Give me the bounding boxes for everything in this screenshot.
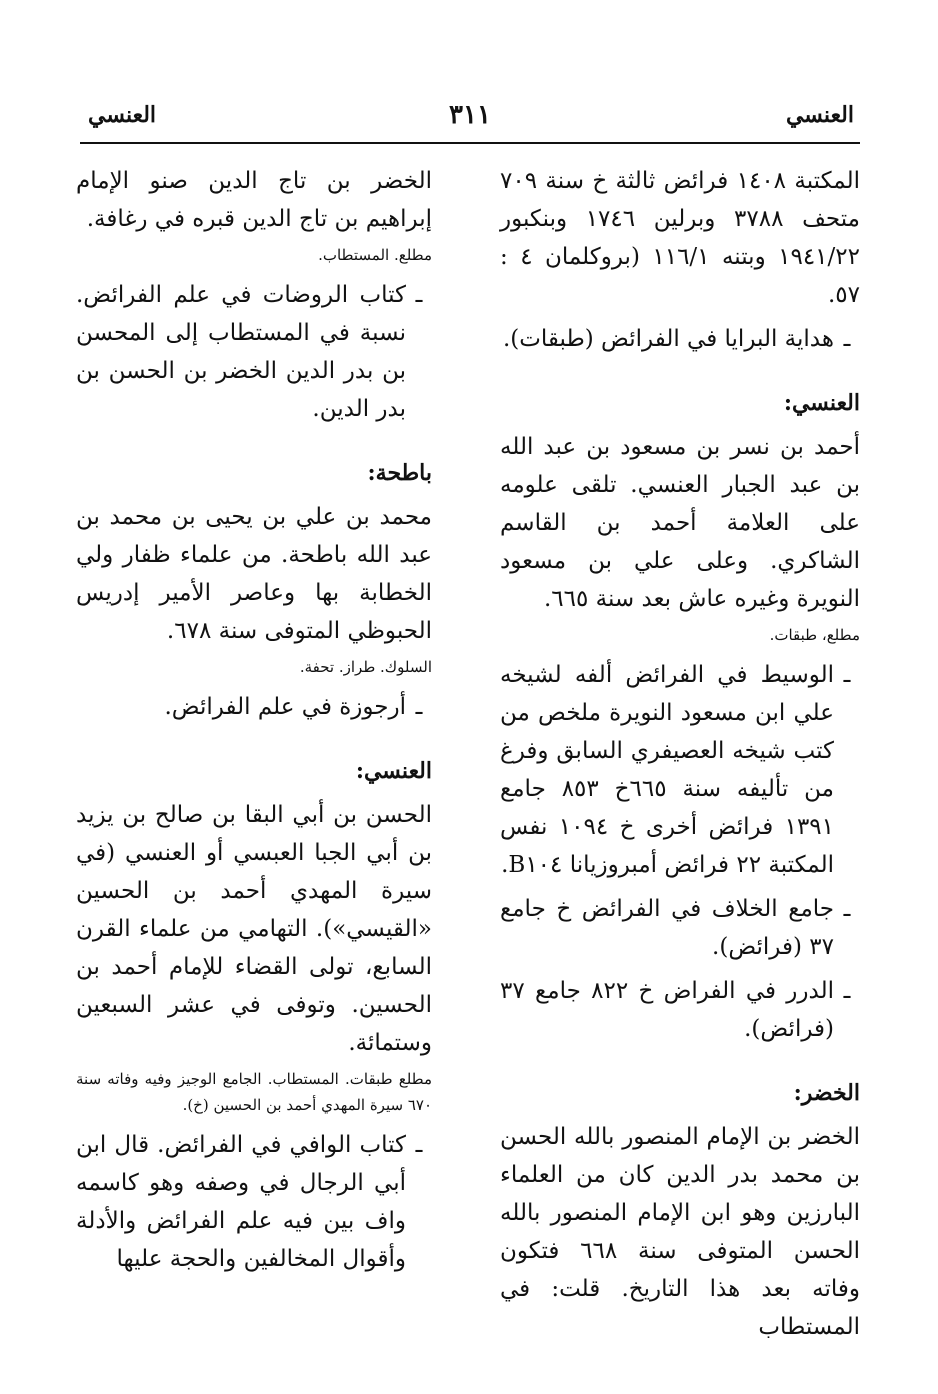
source-note: مطلع طبقات. المستطاب. الجامع الوجيز وفيه وفاته سنة ٦٧٠ سيرة المهدي أحمد بن الحسين (خ). [76, 1070, 432, 1114]
list-item-text: أرجوزة في علم الفرائض. [164, 694, 406, 720]
list-item-text: هداية البرايا في الفرائض (طبقات). [502, 326, 834, 352]
list-item-text: كتاب الوافي في الفرائض. قال ابن أبي الرجال في وصفه وهو كاسمه واف بين فيه علم الفرائض والأدلة وأقوال المخالفين والحجة عليها [76, 1132, 406, 1272]
header-title-left: العنسي [88, 102, 157, 128]
list-marker: ـ [843, 978, 851, 1004]
list-item [76, 688, 432, 726]
section-heading: باطحة: [367, 460, 432, 486]
section-heading: العنسي: [783, 390, 860, 416]
paragraph: الخضر بن تاج الدين صنو الإمام إبراهيم بن تاج الدين قبره في رغافة. [76, 168, 432, 232]
running-header [80, 100, 860, 140]
page-number: ٣١١ [449, 100, 491, 130]
paragraph: أحمد بن نسر بن مسعود بن عبد الله بن عبد الجبار العنسي. تلقى علومه على العلامة أحمد بن القاسم الشاكري. وعلى علي بن مسعود النويرة وغيره عاش بعد سنة ٦٦٥. [500, 434, 860, 612]
list-item [76, 1126, 432, 1278]
list-item [500, 320, 860, 358]
section-heading: الخضر: [793, 1080, 860, 1106]
list-marker: ـ [415, 1132, 423, 1158]
list-marker: ـ [843, 662, 851, 688]
list-marker: ـ [843, 326, 851, 352]
paragraph: الحسن بن أبي البقا بن صالح بن يزيد بن أبي الجبا العبسي أو العنسي (في سيرة المهدي أحمد بن الحسين «القيسي»). التهامي من علماء القرن السابع، تولى القضاء للإمام أحمد بن الحسين. وتوفى في عشر السبعين وستمائة. [76, 802, 432, 1056]
right-column [500, 162, 860, 1346]
list-item-text: الدرر في الفراض خ ٨٢٢ جامع ٣٧ (فرائض). [500, 978, 834, 1042]
list-item-text: الوسيط في الفرائض ألفه لشيخه علي ابن مسعود النويرة ملخص من كتب شيخه العصيفري السابق وفرغ من تأليفه سنة ٦٦٥خ ٨٥٣ جامع ١٣٩١ فرائض أخرى خ ١٠٩٤ نفس المكتبة ٢٢ فرائض أمبروزيانا B١٠٤. [500, 662, 835, 878]
source-note: مطلع. المستطاب. [318, 246, 432, 264]
list-item-text: جامع الخلاف في الفرائض خ جامع ٣٧ (فرائض). [500, 896, 834, 960]
section-heading: العنسي: [355, 758, 432, 784]
list-marker: ـ [415, 694, 423, 720]
paragraph: محمد بن علي بن يحيى بن محمد بن عبد الله باطحة. من علماء ظفار ولي الخطابة بها وعاصر الأمير إدريس الحبوظي المتوفى سنة ٦٧٨. [76, 504, 432, 644]
paragraph: الخضر بن الإمام المنصور بالله الحسن بن محمد بدر الدين كان من العلماء البارزين وهو ابن الإمام المنصور بالله الحسن المتوفى سنة ٦٦٨ فتكون وفاته بعد هذا التاريخ. قلت: في المستطاب [500, 1124, 860, 1340]
header-rule [80, 142, 860, 144]
list-item [500, 972, 860, 1048]
source-note: السلوك. طراز. تحفة. [299, 658, 432, 676]
left-column [76, 162, 432, 1284]
source-note: مطلع، طبقات. [769, 626, 860, 644]
paragraph: المكتبة ١٤٠٨ فرائض ثالثة خ سنة ٧٠٩ متحف ٣٧٨٨ وبرلين ١٧٤٦ وبنكبور ١٩٤١/٢٢ وبتنه ١١٦/١ (بروكلمان ٤ : ٥٧. [500, 168, 861, 308]
list-item [500, 890, 860, 966]
list-item-text: كتاب الروضات في علم الفرائض. نسبة في المستطاب إلى المحسن بن بدر الدين الخضر بن الحسن بن بدر الدين. [76, 282, 406, 422]
list-item [76, 276, 432, 428]
list-marker: ـ [415, 282, 423, 308]
header-title-right: العنسي [785, 102, 854, 128]
list-item [500, 656, 860, 884]
list-marker: ـ [843, 896, 851, 922]
